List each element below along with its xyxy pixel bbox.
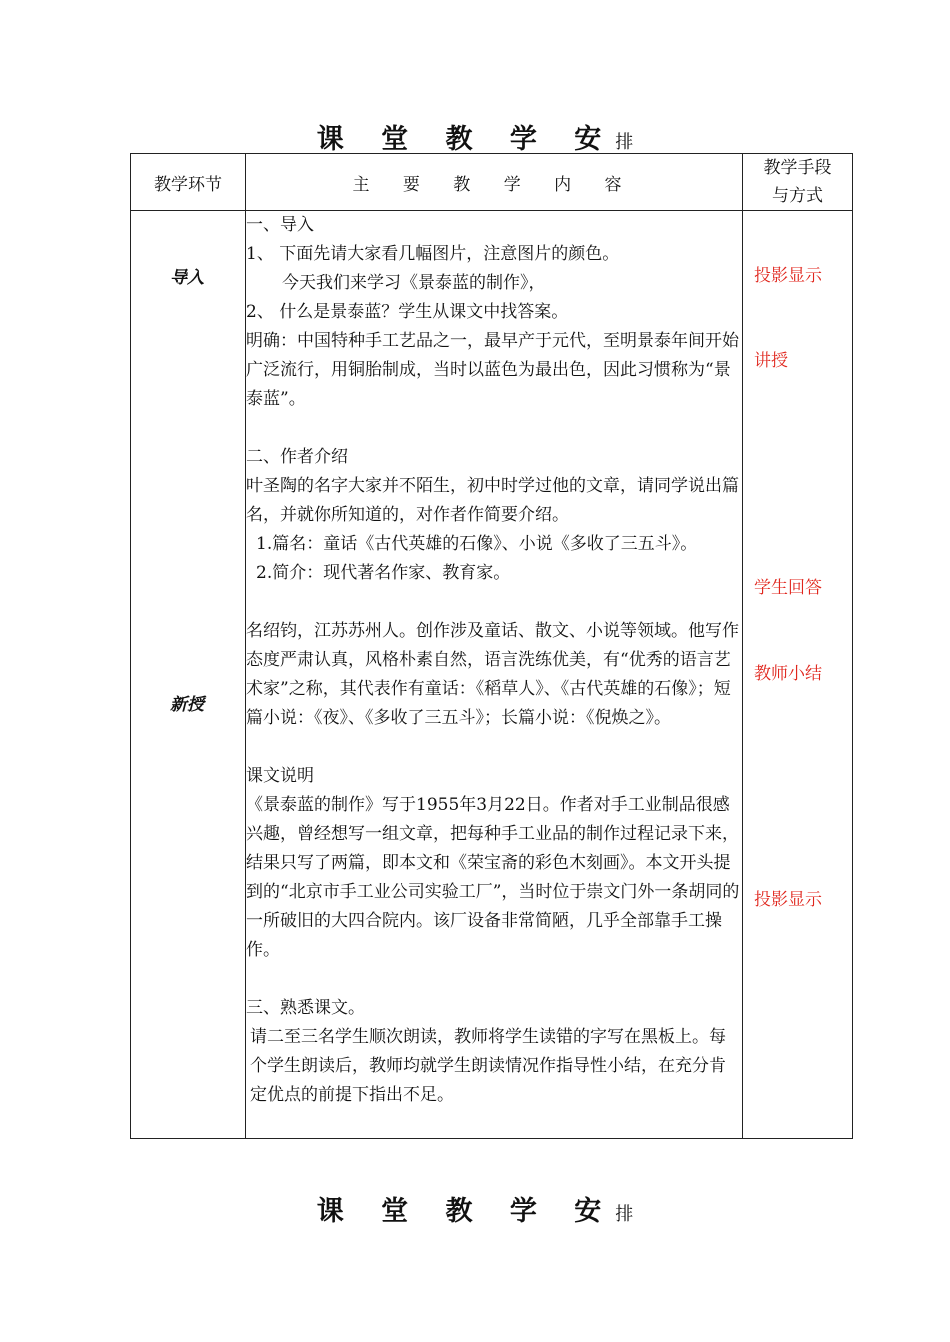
- page-title-next: [0, 1196, 950, 1231]
- header-content: 主 要 教 学 内 容: [246, 154, 743, 211]
- method-label: 投影显示: [754, 266, 822, 286]
- stage-label-new: 新授: [170, 695, 204, 715]
- title-tail: 排: [615, 1204, 634, 1225]
- title-main: 课 堂 教 学 安: [316, 124, 616, 155]
- content-line: 课文说明: [246, 766, 314, 786]
- title-tail: 排: [615, 132, 634, 153]
- content-paragraph: 《景泰蓝的制作》写于1955年3月22日。作者对手工业制品很感兴趣，曾经想写一组文章，把每种手工业品的制作过程记录下来，结果只写了两篇，即本文和《荣宝斋的彩色木刻画》。本文开头提到的“北京市手工业公司实验工厂”，当时位于崇文门外一条胡同的一所破旧的大四合院内。该厂设备非常简陋，几乎全部靠手工操作。: [246, 795, 740, 960]
- method-label: 投影显示: [754, 890, 822, 910]
- content-line: 三、熟悉课文。: [246, 998, 365, 1018]
- method-label: 学生回答: [754, 578, 822, 598]
- header-stage: 教学环节: [131, 154, 246, 211]
- content-line: 二、作者介绍: [246, 447, 348, 467]
- header-method-line2: 与方式: [772, 186, 823, 206]
- content-line: 一、导入: [246, 215, 314, 235]
- method-label: 教师小结: [754, 664, 822, 684]
- content-line: 1、 下面先请大家看几幅图片，注意图片的颜色。: [246, 244, 620, 264]
- content-cell: [246, 211, 743, 1139]
- header-row: [131, 154, 853, 211]
- content-paragraph: 叶圣陶的名字大家并不陌生，初中时学过他的文章，请同学说出篇名，并就你所知道的，对作者作简要介绍。: [246, 476, 739, 525]
- stage-cell: [131, 211, 246, 1139]
- content-line: 2.简介：现代著名作家、教育家。: [256, 563, 511, 583]
- content-paragraph: 请二至三名学生顺次朗读，教师将学生读错的字写在黑板上。每个学生朗读后，教师均就学生朗读情况作指导性小结，在充分肯定优点的前提下指出不足。: [250, 1027, 726, 1105]
- content-line: 2、 什么是景泰蓝？学生从课文中找答案。: [246, 302, 569, 322]
- content-paragraph: 明确：中国特种手工艺品之一，最早产于元代，至明景泰年间开始广泛流行，用铜胎制成，当时以蓝色为最出色，因此习惯称为“景泰蓝”。: [246, 331, 739, 409]
- content-line: 1.篇名：童话《古代英雄的石像》、小说《多收了三五斗》。: [256, 534, 698, 554]
- title-main: 课 堂 教 学 安: [316, 1196, 616, 1227]
- header-method: [743, 154, 853, 211]
- stage-label-intro: 导入: [170, 268, 204, 288]
- method-label: 讲授: [754, 351, 788, 371]
- content-paragraph: 名绍钧，江苏苏州人。创作涉及童话、散文、小说等领域。他写作态度严肃认真，风格朴素自然，语言洗练优美，有“优秀的语言艺术家”之称，其代表作有童话：《稻草人》、《古代英雄的石像》；短篇小说：《夜》、《多收了三五斗》；长篇小说：《倪焕之》。: [246, 621, 739, 728]
- header-method-line1: 教学手段: [763, 158, 832, 178]
- body-row: [131, 211, 853, 1139]
- content-line: 今天我们来学习《景泰蓝的制作》，: [282, 273, 546, 293]
- lesson-plan-table: [130, 153, 853, 1139]
